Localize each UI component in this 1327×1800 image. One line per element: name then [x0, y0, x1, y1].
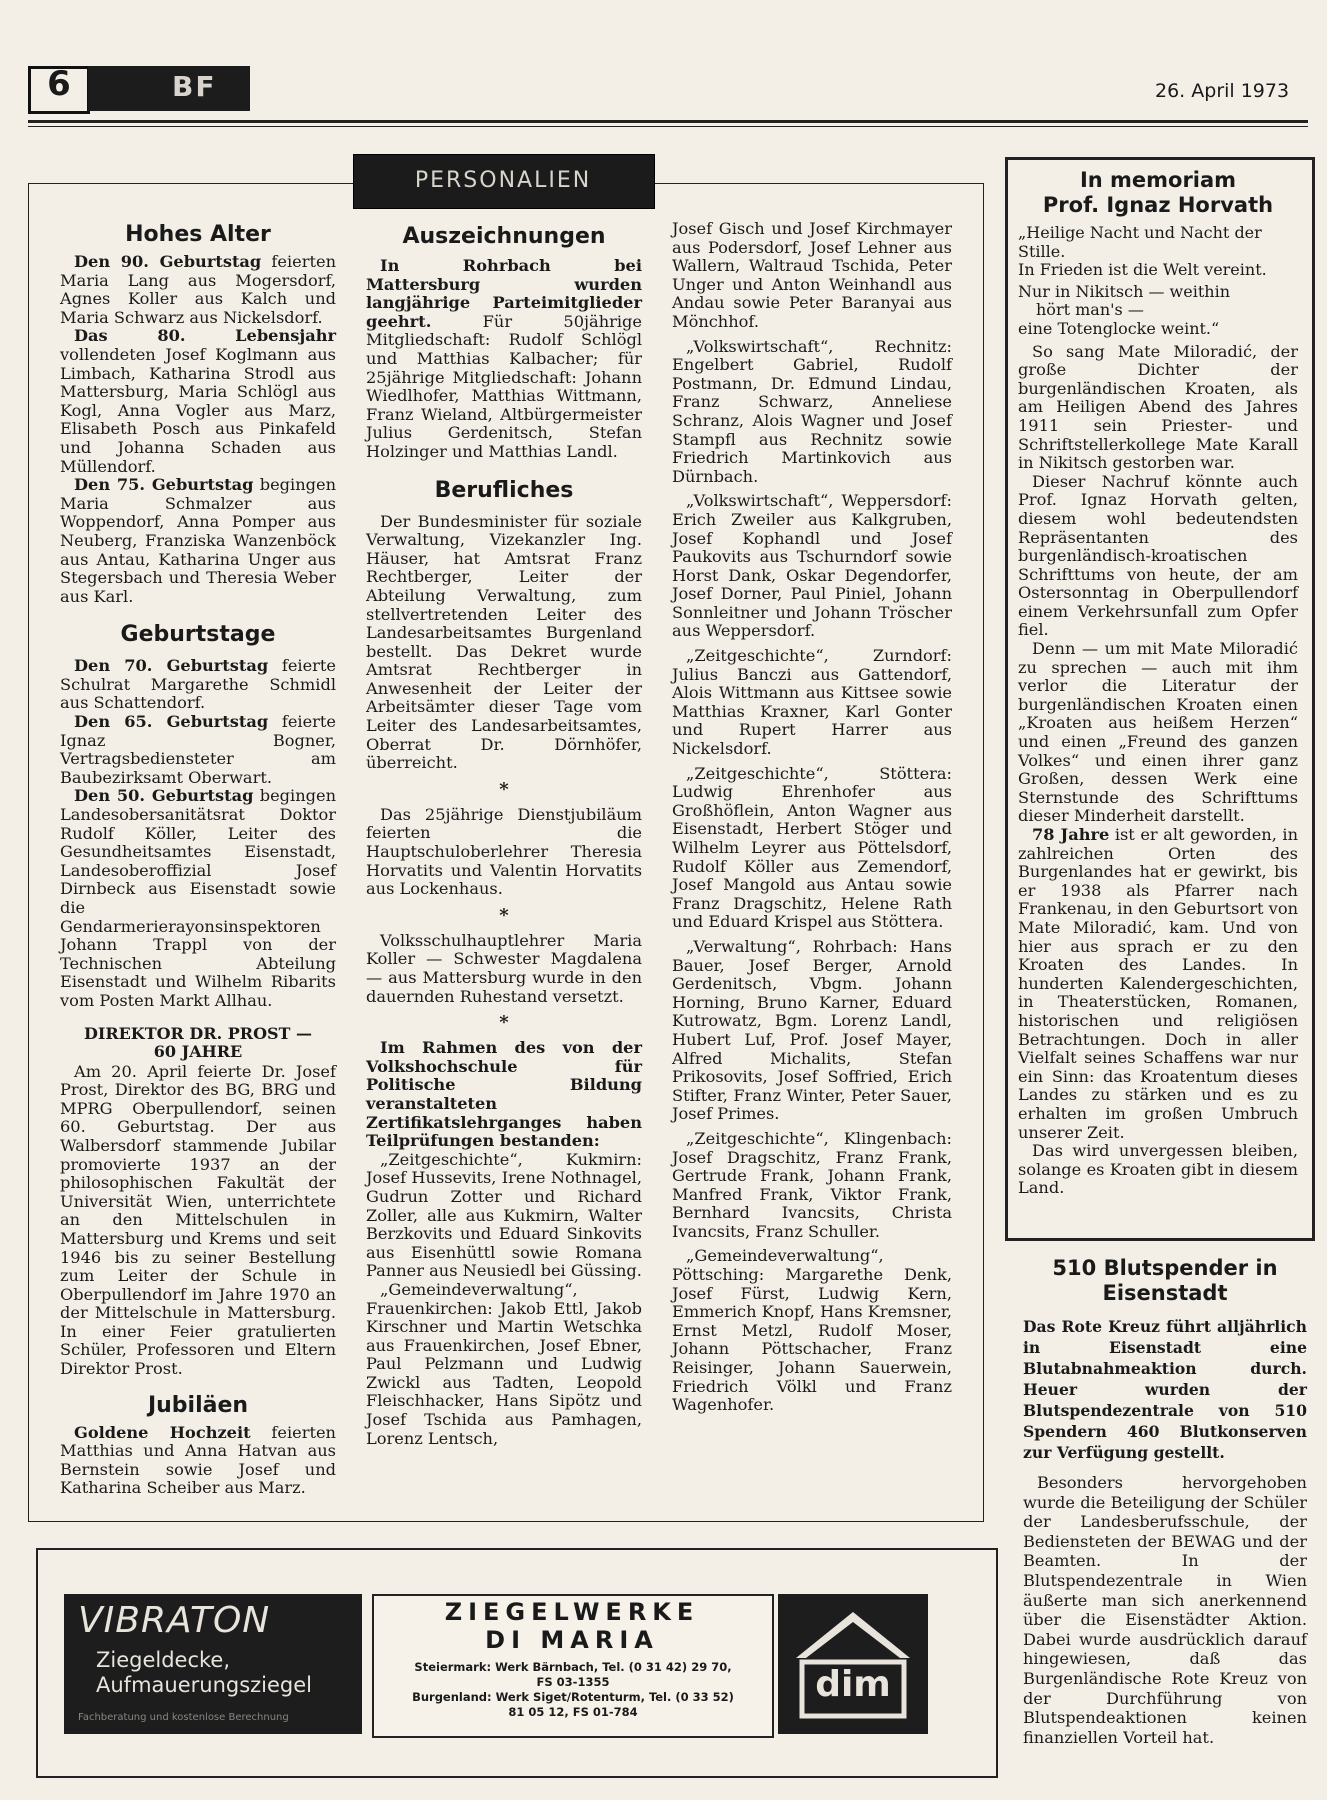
berufliches-para-4	[366, 1039, 642, 1151]
memoriam-text-4: ist er alt geworden, in zahlreichen Orten des Burgenlandes hat er gewirkt, bis er 1938 als Pfarrer nach Frankenau, in den Geburtsort von Mate Miloradić, kam. Und von hier aus sprach er zu den Kroaten des Landes. In hunderten Kalendergeschichten, in Theaterstücken, Romanen, historischen und religiösen Betrachtungen. Doch in aller Vielfalt seines Schaffens war nur ein Sinn: das Kroatentum dieses Landes zu stärken und es zu erhalten im großen Umbruch unserer Zeit.	[1018, 825, 1298, 1142]
heading-berufliches: Berufliches	[434, 477, 574, 503]
memoriam-para-5: Das wird unvergessen bleiben, solange es Kroaten gibt in diesem Land.	[1018, 1141, 1298, 1198]
memoriam-para-1: So sang Mate Miloradić, der große Dichter der burgenländischen Kroaten, als am Heiligen Abend des Jahres 1911 sein Priester- und Schriftstellerkollege Mate Karall in Nikitsch gestorben war.	[1018, 341, 1298, 473]
column-3	[672, 220, 952, 1415]
col3-para-4: „Zeitgeschichte“, Zurndorf: Julius Banczi aus Gattendorf, Alois Wittmann aus Kittsee sowie Matthias Kraxner, Karl Gonter und Rupert Harrer aus Nickelsdorf.	[672, 646, 952, 759]
jubilaeen-lead: Goldene Hochzeit	[74, 1422, 251, 1442]
prost-para: Am 20. April feierte Dr. Josef Prost, Direktor des BG, BRG und MPRG Oberpullendorf, seinen 60. Geburtstag. Der aus Walbersdorf stammende Jubilar promovierte 1937 an der philosophischen Fakultät der Universität Wien, unterrichtete an den Mittelschulen in Mattersburg und Krems und seit 1946 bis zu seiner Bestellung zum Leiter der Schule in Oberpullendorf im Jahre 1970 an der Mittelschule in Mattersburg. In einer Feier gratulierten Schüler, Professoren und Eltern Direktor Prost.	[60, 1061, 336, 1379]
ad-vibraton-line-2: Aufmauerungsziegel	[96, 1673, 313, 1697]
hohes-alter-para-1	[60, 253, 336, 327]
blut-heading	[1023, 1256, 1307, 1306]
column-1	[60, 222, 336, 1498]
hohes-alter-lead-1: Den 90. Geburtstag	[74, 252, 262, 271]
ad-vibraton-line-1: Ziegeldecke,	[96, 1648, 231, 1672]
geburtstage-lead-2: Den 65. Geburtstag	[74, 712, 269, 732]
berufliches-para-5: „Zeitgeschichte“, Kukmirn: Josef Hussevits, Irene Nothnagel, Gudrun Zotter und Richard Zoller, alle aus Kukmirn, Walter Berzkovits und Eduard Sinkovits aus Eisenhüttl sowie Romana Panner aus Neusiedl bei Güssing.	[366, 1149, 642, 1281]
col3-para-1: Josef Gisch und Josef Kirchmayer aus Podersdorf, Josef Lehner aus Wallern, Waltraud Tschida, Peter Unger und Anton Weinhandl aus Andau sowie Peter Baranyai aus Mönchhof.	[672, 219, 952, 331]
hohes-alter-lead-3: Den 75. Geburtstag	[74, 475, 254, 495]
ad-company-name-1: ZIEGELWERKE	[444, 1598, 700, 1626]
ad-vibraton-fineprint: Fachberatung und kostenlose Berechnung	[78, 1712, 289, 1723]
ad-address-line-1: Steiermark: Werk Bärnbach, Tel. (0 31 42) 29 70,	[414, 1660, 732, 1674]
geburtstage-text-2: feierte Ignaz Bogner, Vertragsbediensteter am Baubezirksamt Oberwart.	[60, 712, 336, 787]
separator-star-3: *	[499, 1012, 509, 1034]
blutspender-article	[1023, 1256, 1307, 1747]
berufliches-para-1: Der Bundesminister für soziale Verwaltung, Vizekanzler Ing. Häuser, hat Amtsrat Franz Rechtberger, Leiter der Abteilung Verwaltung, zum stellvertretenden Leiter des Landesarbeitsamtes Burgenland bestellt. Das Dekret wurde Amtsrat Rechtberger in Anwesenheit der Leiter der Arbeitsämter dieser Tage vom Leiter des Landesarbeitsamtes, Oberrat Dr. Dörnhöfer, überreicht.	[366, 511, 642, 773]
blut-heading-line-1: 510 Blutspender in	[1052, 1256, 1278, 1280]
hohes-alter-lead-2: Das 80. Lebensjahr	[74, 326, 336, 346]
paper-code: BF	[172, 70, 217, 103]
poem-line-2: In Frieden ist die Welt vereint.	[1018, 260, 1267, 280]
col3-para-8: „Gemeindeverwaltung“, Pöttsching: Margarethe Denk, Josef Fürst, Ludwig Kern, Emmerich Knopf, Hans Kremsner, Ernst Metzl, Rudolf Moser, Johann Pöttschacher, Franz Reisinger, Johann Sauerwein, Friedrich Völkl und Franz Wagenhofer.	[672, 1246, 952, 1415]
page-number: 6	[47, 64, 71, 104]
col3-para-7: „Zeitgeschichte“, Klingenbach: Josef Dragschitz, Franz Frank, Gertrude Frank, Johann Frank, Manfred Frank, Viktor Frank, Bernhard Ivancsits, Christa Ivancsits, Franz Schuller.	[672, 1128, 952, 1241]
memoriam-lead-4: 78 Jahre	[1032, 825, 1110, 844]
poem-line-3: Nur in Nikitsch — weithin	[1018, 281, 1230, 301]
geburtstage-para-1	[60, 657, 336, 713]
memoriam-poem	[1018, 224, 1298, 339]
geburtstage-lead-1: Den 70. Geburtstag	[74, 656, 269, 676]
geburtstage-text-1: feierte Schulrat Margarethe Schmidl aus Schattendorf.	[60, 656, 336, 713]
col3-para-6: „Verwaltung“, Rohrbach: Hans Bauer, Josef Berger, Arnold Gerdenitsch, Vbgm. Johann Horning, Bruno Karner, Eduard Kutrowatz, Bgm. Lorenz Landl, Hubert Luf, Prof. Josef Mayer, Alfred Michalits, Stefan Prikosovits, Josef Soffried, Erich Stifter, Franz Winter, Peter Sauer, Josef Primes.	[672, 936, 952, 1124]
blut-lead: Das Rote Kreuz führt alljährlich in Eisenstadt eine Blutabnahmeaktion durch. Heuer wurden der Blutspendezentrale von 510 Spendern 460 Blutkonserven zur Verfügung gestellt.	[1023, 1317, 1307, 1462]
hohes-alter-para-3	[60, 476, 336, 606]
ad-logo-text: dim	[815, 1664, 891, 1705]
separator-star-2: *	[499, 904, 509, 926]
col3-para-2: „Volkswirtschaft“, Rechnitz: Engelbert Gabriel, Rudolf Postmann, Dr. Edmund Lindau, Franz Schwarz, Anneliese Schranz, Alois Wagner und Josef Stampfl aus Rechnitz sowie Friedrich Martinkovich aus Dürnbach.	[672, 336, 952, 486]
memoriam-para-4	[1018, 826, 1298, 1142]
poem-line-1: „Heilige Nacht und Nacht der Stille.	[1018, 223, 1262, 261]
memoriam-para-2: Dieser Nachruf könnte auch Prof. Ignaz Horvath gelten, diesem wohl bedeutendsten Repräsentanten des burgenländisch-kroatischen Schrifttums von heute, der am Ostersonntag in Oberpullendorf einem Verkehrsunfall zum Opfer fiel.	[1018, 471, 1298, 640]
memoriam-heading	[1018, 168, 1298, 218]
heading-hohes-alter: Hohes Alter	[125, 222, 271, 247]
separator-star-1: *	[499, 778, 509, 800]
berufliches-para-3: Volksschulhauptlehrer Maria Koller — Schwester Magdalena — aus Mattersburg wurde in den dauernden Ruhestand versetzt.	[366, 930, 642, 1006]
geburtstage-para-3	[60, 787, 336, 1010]
heading-geburtstage: Geburtstage	[120, 622, 276, 648]
hohes-alter-para-2	[60, 327, 336, 476]
memoriam-box	[1018, 168, 1298, 1198]
hohes-alter-text-3: begingen Maria Schmalzer aus Woppendorf, Anna Pomper aus Neuberg, Franziska Wanzenböck aus Antau, Katharina Unger aus Stegersbach und Theresia Weber aus Karl.	[60, 475, 336, 606]
issue-date: 26. April 1973	[1155, 80, 1290, 102]
column-2	[366, 224, 642, 1448]
heading-prost	[60, 1025, 336, 1061]
ad-company-name-2: DI MARIA	[485, 1626, 659, 1654]
blut-para: Besonders hervorgehoben wurde die Beteiligung der Schüler der Landesberufsschule, der Bediensteten der BEWAG und der Beamten. In der Blutspendezentrale in Wien äußerte man sich anerkennend über die Eisenstädter Aktion. Dabei wurde ausdrücklich darauf hingewiesen, daß das Burgenländische Rote Kreuz von der Durchführung von Blutspendeaktionen keinen finanziellen Vorteil hat.	[1023, 1473, 1307, 1747]
heading-prost-line-1: DIREKTOR DR. PROST —	[83, 1023, 313, 1043]
geburtstage-text-3: begingen Landesobersanitätsrat Doktor Rudolf Köller, Leiter des Gesundheitsamtes Eisenstadt, Landesoberoffizial Josef Dirnbeck aus Eisenstadt sowie die Gendarmerierayonsinspektoren Johann Trappl von der Technischen Abteilung Eisenstadt und Wilhelm Ribarits vom Posten Markt Allhau.	[60, 786, 336, 1010]
hohes-alter-text-1: feierten Maria Lang aus Mogersdorf, Agnes Koller aus Kalch und Maria Schwarz aus Nickelsdorf.	[60, 252, 336, 327]
ad-address-line-3: Burgenland: Werk Siget/Rotenturm, Tel. (0 33 52)	[412, 1690, 734, 1704]
jubilaeen-para	[60, 1424, 336, 1498]
paper-code-banner	[88, 66, 250, 111]
ad-address	[378, 1660, 768, 1720]
geburtstage-lead-3: Den 50. Geburtstag	[74, 786, 254, 806]
poem-line-5: eine Totenglocke weint.“	[1018, 318, 1220, 338]
auszeichnungen-para	[366, 257, 642, 462]
memoriam-para-3: Denn — um mit Mate Miloradić zu sprechen — auch mit ihm verlor die Literatur der burgenländischen Kroaten einen „Kroaten aus heißem Herzen“ und einen „Freund des ganzen Volkes“ und einen ihrer ganz Großen, dessen Werk eine Sternstunde des Schrifttums dieser Minderheit darstellt.	[1018, 639, 1298, 826]
poem-line-4: hört man's —	[1036, 300, 1144, 320]
heading-auszeichnungen: Auszeichnungen	[402, 224, 606, 249]
section-banner-text: PERSONALIEN	[414, 168, 592, 193]
berufliches-lead-4: Im Rahmen des von der Volkshochschule für Politische Bildung veranstalteten Zertifikatslehrganges haben Teilprüfungen bestanden:	[366, 1038, 642, 1151]
memoriam-heading-line-2: Prof. Ignaz Horvath	[1042, 193, 1274, 217]
ad-address-line-2: FS 03-1355	[536, 1675, 610, 1689]
auszeichnungen-lead: In Rohrbach bei Mattersburg wurden langjährige Parteimitglieder geehrt.	[366, 256, 642, 331]
blut-heading-line-2: Eisenstadt	[1102, 1281, 1228, 1305]
header-rule-thin	[28, 126, 1308, 127]
hohes-alter-text-2: vollendeten Josef Koglmann aus Limbach, Katharina Strodl aus Mattersburg, Maria Schlögl aus Kogl, Anna Vogler aus Marz, Elisabeth Posch aus Pinkafeld und Johanna Schaden aus Müllendorf.	[60, 344, 336, 476]
geburtstage-para-2	[60, 713, 336, 787]
heading-prost-line-2: 60 JAHRE	[153, 1041, 243, 1061]
heading-jubilaeen: Jubiläen	[147, 1392, 249, 1418]
header-rule	[28, 120, 1308, 123]
memoriam-heading-line-1: In memoriam	[1079, 168, 1237, 192]
ad-address-line-4: 81 05 12, FS 01-784	[508, 1705, 638, 1719]
berufliches-para-2: Das 25jährige Dienstjubiläum feierten die Hauptschuloberlehrer Theresia Horvatits und Valentin Horvatits aus Lockenhaus.	[366, 804, 642, 899]
auszeichnungen-text: Für 50jährige Mitgliedschaft: Rudolf Schlögl und Matthias Kalbacher; für 25jährige Mitgliedschaft: Johann Wiedlhofer, Matthias Wittmann, Franz Wieland, Altbürgermeister Julius Gerdenitsch, Stefan Holzinger und Matthias Landl.	[366, 311, 642, 461]
ad-vibraton-brand: VIBRATON	[78, 1600, 271, 1641]
col3-para-3: „Volkswirtschaft“, Weppersdorf: Erich Zweiler aus Kalkgruben, Josef Kophandl und Josef Paukovits aus Tschurndorf sowie Horst Dank, Oskar Degendorfer, Josef Dorner, Paul Piniel, Johann Sonnleitner und Johann Tröscher aus Weppersdorf.	[672, 491, 952, 641]
col3-para-5: „Zeitgeschichte“, Stöttera: Ludwig Ehrenhofer aus Großhöflein, Anton Wagner aus Eisenstadt, Herbert Stöger und Wilhelm Leyrer aus Pöttelsdorf, Rudolf Köller aus Zemendorf, Josef Mangold aus Antau sowie Franz Dragschitz, Helene Rath und Eduard Krispel aus Stöttera.	[672, 763, 952, 932]
berufliches-para-6: „Gemeindeverwaltung“, Frauenkirchen: Jakob Ettl, Jakob Kirschner und Martin Wetschka aus Frauenkirchen, Josef Ebner, Paul Pelzmann und Ludwig Zwickl aus Tadten, Leopold Fleischhacker, Hans Sipötz und Josef Tschida aus Pamhagen, Lorenz Lentsch,	[366, 1279, 642, 1448]
jubilaeen-text: feierten Matthias und Anna Hatvan aus Bernstein sowie Josef und Katharina Scheiber aus Marz.	[60, 1422, 336, 1498]
